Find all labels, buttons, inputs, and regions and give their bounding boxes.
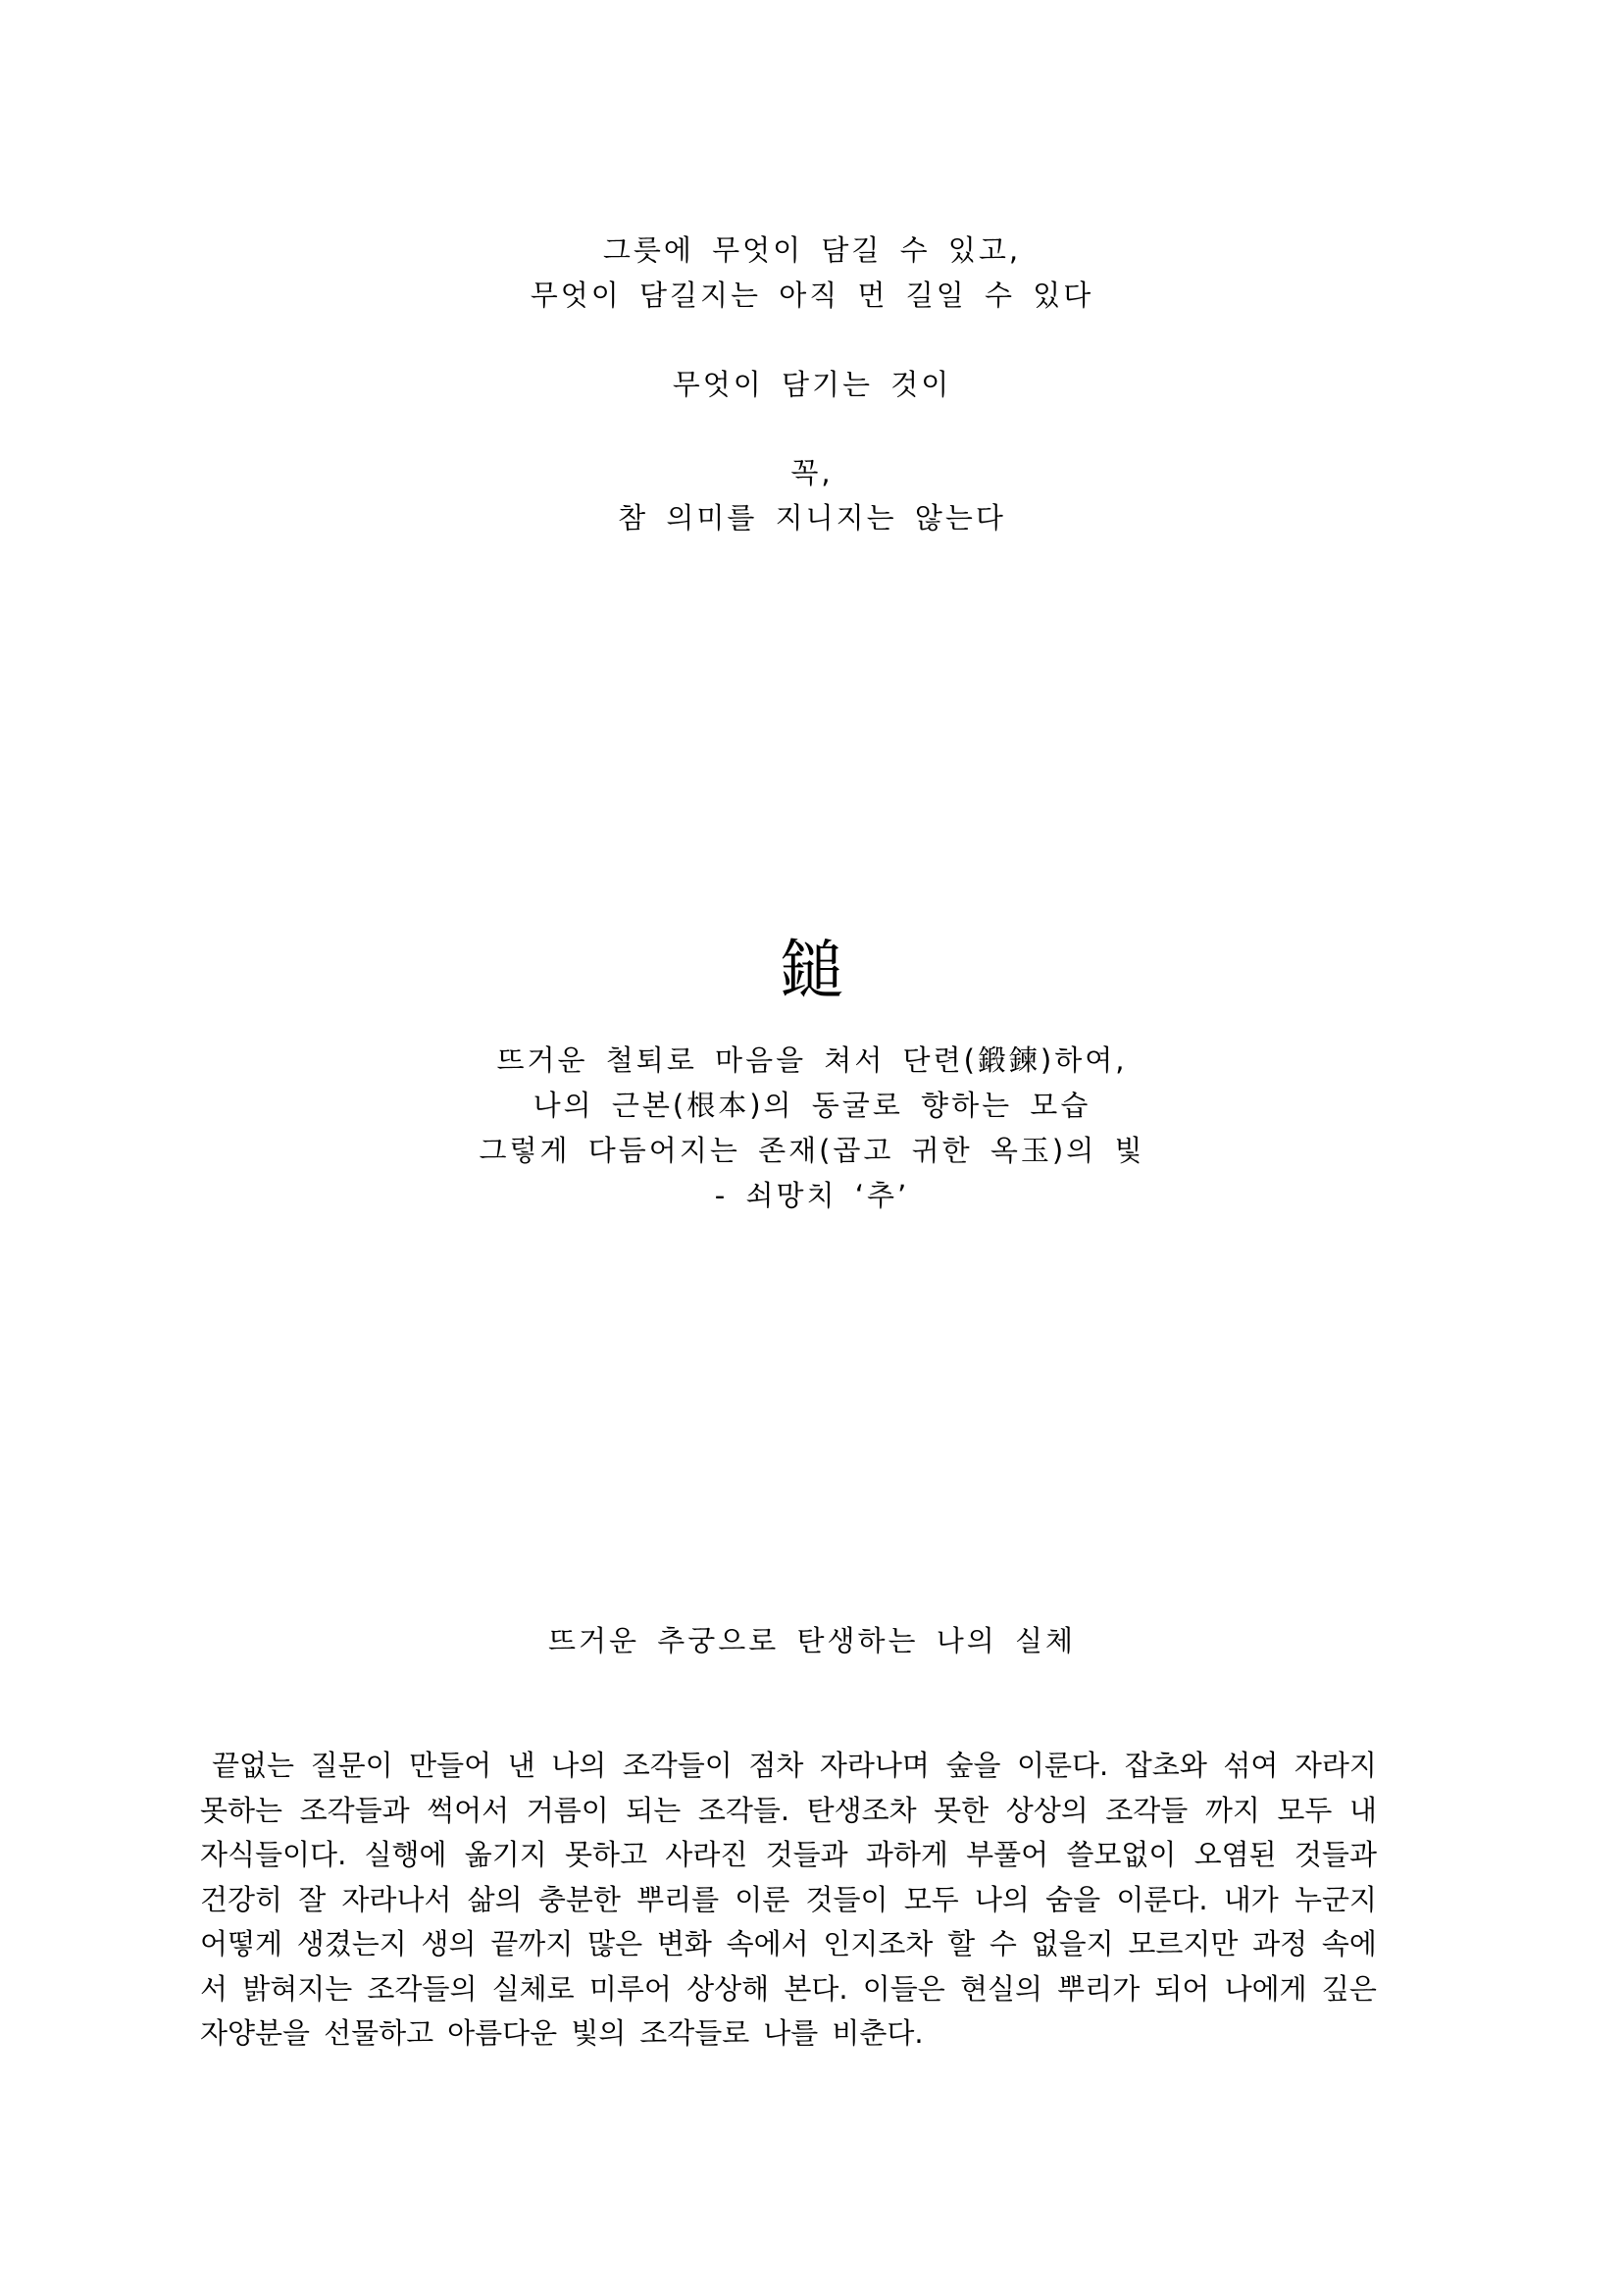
prose-word: 본다. [784, 1971, 848, 2006]
hanja-description [0, 1038, 1624, 1218]
prose-word: 건강히 [200, 1882, 283, 1916]
description-line: - 쇠망치 ‘추’ [714, 1179, 910, 1212]
prose-word: 나의 [551, 1749, 607, 1782]
prose-word: 속에 [1321, 1927, 1377, 1960]
prose-word: 나를 [763, 2016, 819, 2050]
prose-word: 내가 [1223, 1882, 1279, 1916]
prose-word: 모르지만 [1128, 1927, 1239, 1960]
prose-word: 현실의 [959, 1971, 1042, 2006]
prose-word: 생의 [421, 1927, 477, 1960]
prose-word: 뿌리가 [1057, 1971, 1141, 2006]
section-subtitle: 뜨거운 추궁으로 탄생하는 나의 실체 [547, 1624, 1077, 1657]
prose-word: 탄생조차 [806, 1793, 917, 1827]
prose-word: 낸 [507, 1749, 535, 1782]
prose-word: 밝혀지는 [242, 1971, 353, 2006]
prose-word: 이들은 [862, 1971, 945, 2006]
prose-word: 오염된 [1193, 1838, 1277, 1871]
prose-word: 뿌리를 [636, 1882, 720, 1916]
prose-word: 자양분을 [200, 2016, 311, 2050]
poem-line: 꼭, [790, 456, 834, 489]
prose-word: 것들과 [765, 1838, 848, 1871]
prose-word: 인지조차 [823, 1927, 934, 1960]
poem-line: 참 의미를 지니지는 않는다 [618, 501, 1006, 534]
prose-line [200, 1744, 1377, 1789]
prose-word: 자라나서 [341, 1882, 452, 1916]
prose-word: 비춘다. [832, 2016, 924, 2050]
prose-word: 것들이 [805, 1882, 888, 1916]
description-line: 그렇게 다듬어지는 존재(곱고 귀한 옥玉)의 빛 [479, 1134, 1145, 1167]
prose-word: 썩어서 [427, 1793, 510, 1827]
prose-word: 숨을 [1045, 1882, 1101, 1916]
poem-stanza-3 [0, 450, 1624, 540]
prose-word: 까지 [1204, 1793, 1260, 1827]
prose-word: 자식들이다. [200, 1838, 347, 1871]
prose-word: 어떻게 [200, 1927, 283, 1960]
prose-word: 끝없는 [212, 1749, 295, 1782]
prose-word: 사라진 [665, 1838, 748, 1871]
poem-stanza-1 [0, 228, 1624, 318]
description-line: 뜨거운 철퇴로 마음을 쳐서 단련(鍛鍊)하여, [496, 1043, 1128, 1077]
prose-word: 많은 [587, 1927, 643, 1960]
prose-line [200, 1922, 1377, 1967]
prose-word: 되어 [1154, 1971, 1210, 2006]
prose-word: 점차 [748, 1749, 804, 1782]
prose-word: 거름이 [526, 1793, 609, 1827]
prose-word: 못한 [934, 1793, 990, 1827]
prose-word: 깊은 [1321, 1971, 1377, 2006]
prose-word: 충분한 [537, 1882, 621, 1916]
prose-word: 내 [1348, 1793, 1377, 1827]
prose-word: 부풀어 [966, 1838, 1049, 1871]
prose-word: 잡초와 [1124, 1749, 1207, 1782]
poem-line: 무엇이 담기는 것이 [672, 368, 952, 401]
prose-word: 상상의 [1005, 1793, 1089, 1827]
prose-word: 옮기지 [464, 1838, 547, 1871]
prose-line [200, 1967, 1377, 2012]
prose-word: 미루어 [588, 1971, 672, 2006]
prose-word: 빛의 [571, 2016, 627, 2050]
prose-word: 쓸모없이 [1066, 1838, 1177, 1871]
prose-word: 삶의 [467, 1882, 523, 1916]
description-line: 나의 근본(根本)의 동굴로 향하는 모습 [533, 1089, 1091, 1122]
prose-word: 잘 [298, 1882, 327, 1916]
prose-word: 자라나며 [819, 1749, 930, 1782]
prose-line [200, 1833, 1377, 1878]
prose-word: 모두 [903, 1882, 959, 1916]
prose-word: 만들어 [409, 1749, 492, 1782]
prose-word: 질문이 [310, 1749, 393, 1782]
prose-word: 생겼는지 [296, 1927, 407, 1960]
prose-word: 과정 [1252, 1927, 1308, 1960]
prose-word: 실체로 [491, 1971, 575, 2006]
prose-word: 조각들. [697, 1793, 790, 1827]
prose-word: 실행에 [364, 1838, 447, 1871]
prose-word: 할 [947, 1927, 976, 1960]
prose-word: 조각들의 [367, 1971, 478, 2006]
prose-word: 조각들이 [622, 1749, 733, 1782]
prose-word: 없을지 [1031, 1927, 1114, 1960]
prose-word: 이룬다. [1116, 1882, 1208, 1916]
prose-word: 못하고 [565, 1838, 648, 1871]
hanja-title: 鎚 [780, 933, 844, 1008]
prose-word: 모두 [1277, 1793, 1333, 1827]
prose-word: 것들과 [1294, 1838, 1377, 1871]
prose-word: 아름다운 [447, 2016, 558, 2050]
prose-word: 나의 [974, 1882, 1030, 1916]
prose-word: 서 [200, 1971, 228, 2006]
prose-word: 수 [989, 1927, 1017, 1960]
prose-word: 조각들 [1105, 1793, 1189, 1827]
prose-word: 이룬 [735, 1882, 790, 1916]
prose-word: 못하는 [200, 1793, 283, 1827]
prose-word: 선물하고 [324, 2016, 434, 2050]
prose-line [200, 1789, 1377, 1834]
prose-word: 이룬다. [1017, 1749, 1109, 1782]
prose-word: 끝까지 [490, 1927, 574, 1960]
poem-stanza-2 [0, 362, 1624, 407]
prose-word: 나에게 [1224, 1971, 1307, 2006]
prose-word: 변화 [656, 1927, 712, 1960]
poem-line: 그릇에 무엇이 담길 수 있고, [602, 233, 1022, 267]
prose-word: 섞여 [1223, 1749, 1279, 1782]
prose-line [200, 2011, 1377, 2057]
prose-word: 상상해 [686, 1971, 770, 2006]
prose-word: 자라지 [1294, 1749, 1377, 1782]
prose-word: 되는 [626, 1793, 682, 1827]
prose-word: 과하게 [865, 1838, 948, 1871]
prose-word: 숲을 [945, 1749, 1001, 1782]
prose-line [200, 1878, 1377, 1923]
prose-word: 누군지 [1294, 1882, 1377, 1916]
poem-line: 무엇이 담길지는 아직 먼 길일 수 있다 [530, 279, 1094, 312]
prose-word: 조각들로 [639, 2016, 750, 2050]
prose-word: 속에서 [726, 1927, 809, 1960]
prose-paragraph [200, 1744, 1377, 2057]
prose-word: 조각들과 [299, 1793, 410, 1827]
